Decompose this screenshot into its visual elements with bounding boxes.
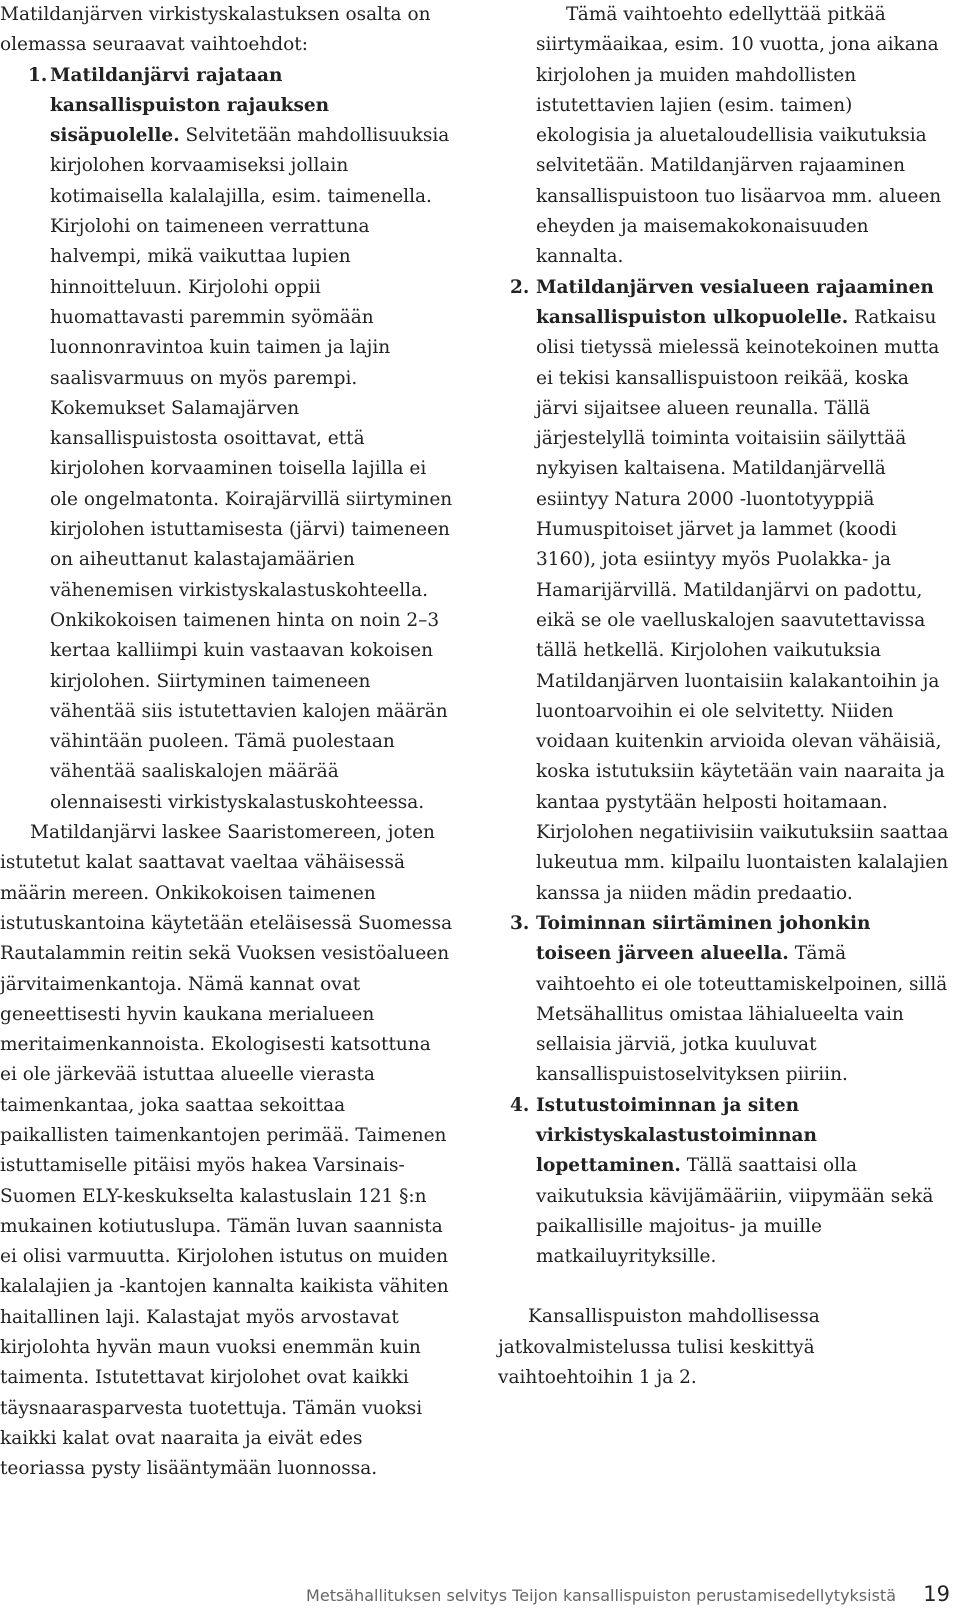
option-3-heading: Toiminnan siirtäminen johonkin toiseen järveen alueella.: [536, 912, 871, 965]
option-2-number: 2.: [510, 276, 530, 298]
option-2-text: Ratkaisu olisi tietyssä mielessä keinotekoinen mutta ei tekisi kansallispuistoon reikää, koska järvi sijaitsee alueen reunalla. Tällä järjestelyllä toiminta voitaisiin säilyttää nykyisen kaltaisena. Matildanjärvellä esiintyy Natura 2000 -luontotyyppiä Humuspitoiset järvet ja lammet (koodi 3160), jota esiintyy myös Puolakka- ja Hamarijärvillä. Matildanjärvi on padottu, eikä se ole vaelluskalojen saavutettavissa tällä hetkellä. Kirjolohen vaikutuksia Matildanjärven luontaisiin kalakantoihin ja luontoarvoihin ei ole selvitetty. Niiden voidaan kuitenkin arvioida olevan vähäisiä, koska istutuksiin käytetään vain naaraita ja kantaa pystytään helposti hoitamaan. Kirjolohen negatiivisiin vaikutuksiin saattaa lukeutua mm. kilpailu luontaisten kalalajien kanssa ja niiden mädin predaatio.: [536, 306, 949, 904]
options-list-continued: [498, 273, 950, 1273]
option-2-heading: Matildanjärven vesialueen rajaaminen kansallispuiston ulkopuolelle.: [536, 276, 934, 328]
page-number: 19: [923, 1582, 950, 1606]
page-footer: [0, 1582, 950, 1612]
option-1-heading: Matildanjärvi rajataan kansallispuiston rajauksen sisäpuolelle.: [50, 64, 330, 147]
option-4-number: 4.: [510, 1094, 530, 1116]
option-3-item: [498, 909, 950, 1091]
option-1-continued: Tämä vaihtoehto edellyttää pitkää siirtymäaikaa, esim. 10 vuotta, jona aikana kirjolohen ja muiden mahdollisten istutettavien lajien (esim. taimen) ekologisia ja aluetaloudellisia vaikutuksia selvitetään. Matildanjärven rajaaminen kansallispuistoon tuo lisäarvoa mm. alueen eheyden ja maisemakokonaisuuden kannalta.: [536, 4, 942, 268]
right-column: [498, 0, 950, 1393]
left-column: [0, 0, 453, 1485]
option-2-item: [498, 273, 950, 909]
intro-paragraph: Matildanjärven virkistyskalastuksen osalta on olemassa seuraavat vaihtoehdot:: [0, 4, 431, 56]
option-3-number: 3.: [510, 912, 530, 934]
closing-paragraph: Kansallispuiston mahdollisessa jatkovalmistelussa tulisi keskittyä vaihtoehtoihin 1 ja 2.: [498, 1306, 820, 1389]
option-1-text: Selvitetään mahdollisuuksia kirjolohen korvaamiseksi jollain kotimaisella kalalajilla, esim. taimenella. Kirjolohi on taimeneen verrattuna halvempi, mikä vaikuttaa lupien hinnoitteluun. Kirjolohi oppii huomattavasti paremmin syömään luonnonravintoa kuin taimen ja lajin saalisvarmuus on myös parempi. Kokemukset Salamajärven kansallispuistosta osoittavat, että kirjolohen korvaaminen toisella lajilla ei ole ongelmatonta. Koirajärvillä siirtyminen kirjolohen istuttamisesta (järvi) taimeneen on aiheuttanut kalastajamäärien vähenemisen virkistyskalastuskohteella. Onkikokoisen taimenen hinta on noin 2–3 kertaa kalliimpi kuin vastaavan kokoisen kirjolohen. Siirtyminen taimeneen vähentää siis istutettavien kalojen määrän vähintään puoleen. Tämä puolestaan vähentää saaliskalojen määrää olennaisesti virkistyskalastuskohteessa.: [50, 125, 453, 813]
footer-title: Metsähallituksen selvitys Teijon kansallispuiston perustamisedellytyksistä: [306, 1586, 896, 1605]
option-4-heading: Istutustoiminnan ja siten virkistyskalastustoiminnan lopettaminen.: [536, 1094, 817, 1177]
option-3-text: Tämä vaihtoehto ei ole toteuttamiskelpoinen, sillä Metsähallitus omistaa lähialueelta vain sellaisia järviä, jotka kuuluvat kansallispuistoselvityksen piiriin.: [536, 943, 948, 1086]
option-1-item: [0, 61, 453, 818]
option-1-number: 1.: [28, 64, 48, 86]
option-4-text: Tällä saattaisi olla vaikutuksia kävijämääriin, viipymään sekä paikallisille majoitus- ja muille matkailuyrityksille.: [536, 1155, 934, 1268]
paragraph-gap: [498, 1272, 950, 1302]
body-paragraph: Matildanjärvi laskee Saaristomereen, joten istutetut kalat saattavat vaeltaa vähäisessä määrin mereen. Onkikokoisen taimenen istutuskantoina käytetään eteläisessä Suomessa Rautalammin reitin sekä Vuoksen vesistöalueen järvitaimenkantoja. Nämä kannat ovat geneettisesti hyvin kaukana merialueen meritaimenkannoista. Ekologisesti katsottuna ei ole järkevää istuttaa alueelle vierasta taimenkantaa, joka saattaa sekoittaa paikallisten taimenkantojen perimää. Taimenen istuttamiselle pitäisi myös hakea Varsinais-Suomen ELY-keskukselta kalastuslain 121 §:n mukainen kotiutuslupa. Tämän luvan saannista ei olisi varmuutta. Kirjolohen istutus on muiden kalalajien ja -kantojen kannalta kaikista vähiten haitallinen laji. Kalastajat myös arvostavat kirjolohta hyvän maun vuoksi enemmän kuin taimenta. Istutettavat kirjolohet ovat kaikki täysnaarasparvesta tuotettuja. Tämän vuoksi kaikki kalat ovat naaraita ja eivät edes teoriassa pysty lisääntymään luonnossa.: [0, 822, 453, 1480]
options-list-start: [0, 61, 453, 818]
option-4-item: [498, 1091, 950, 1273]
